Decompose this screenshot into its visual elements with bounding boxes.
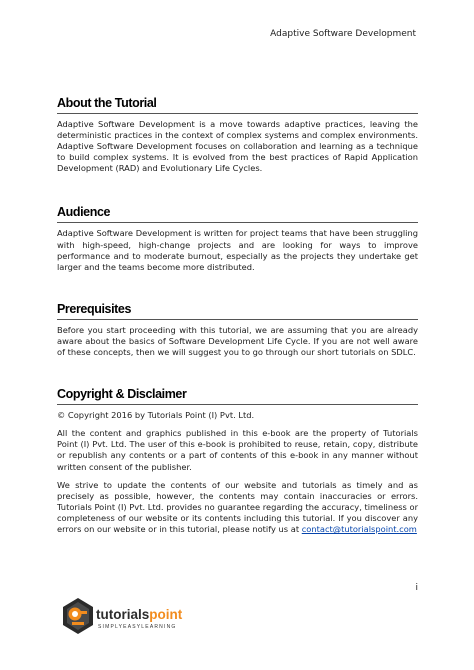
svg-text:SIMPLYEASYLEARNING: SIMPLYEASYLEARNING <box>98 624 177 630</box>
section-title: Prerequisites <box>57 302 418 320</box>
page-number: i <box>415 583 418 593</box>
svg-text:tutorialspoint: tutorialspoint <box>96 607 183 622</box>
section-title: About the Tutorial <box>57 96 418 114</box>
section-title: Copyright & Disclaimer <box>57 387 418 405</box>
section-title: Audience <box>57 205 418 223</box>
paragraph <box>57 480 418 535</box>
paragraph-text: We strive to update the contents of our website and tutorials as timely and as precisely as possible, however, the contents may contain inaccuracies or errors. Tutorials Point (I) Pvt. Ltd. provides no guarantee regarding the accuracy, timeliness or completeness of our website or its contents including this tutorial. If you discover any errors on our website or in this tutorial, please notify us at <box>57 479 418 534</box>
paragraph: Adaptive Software Development is a move towards adaptive practices, leaving the deterministic practices in the context of complex systems and complex environments. Adaptive Software Development focuses on collaboration and learning as a technique to build complex systems. It is evolved from the best practices of Rapid Application Development (RAD) and Evolutionary Life Cycles. <box>57 119 418 174</box>
document-body <box>57 96 418 535</box>
section-copyright-disclaimer <box>57 387 418 535</box>
paragraph: Adaptive Software Development is written for project teams that have been struggling with high-speed, high-change projects and are looking for ways to improve performance and to moderate burnout, especially as the projects they undertake get larger and the teams become more distributed. <box>57 228 418 272</box>
copyright-line: © Copyright 2016 by Tutorials Point (I) Pvt. Ltd. <box>57 410 255 421</box>
tutorialspoint-logo <box>58 595 198 639</box>
running-header: Adaptive Software Development <box>270 29 416 39</box>
section-audience <box>57 205 418 272</box>
contact-email-link[interactable]: contact@tutorialspoint.com <box>301 523 417 534</box>
section-about-tutorial <box>57 96 418 174</box>
section-prerequisites <box>57 302 418 358</box>
paragraph: All the content and graphics published in this e-book are the property of Tutorials Point (I) Pvt. Ltd. The user of this e-book is prohibited to reuse, retain, copy, distribute or republish any contents or a part of contents of this e-book in any manner without written consent of the publisher. <box>57 428 418 472</box>
paragraph: Before you start proceeding with this tutorial, we are assuming that you are already aware about the basics of Software Development Life Cycle. If you are not well aware of these concepts, then we will suggest you to go through our short tutorials on SDLC. <box>57 324 418 358</box>
logo-icon <box>58 595 198 639</box>
